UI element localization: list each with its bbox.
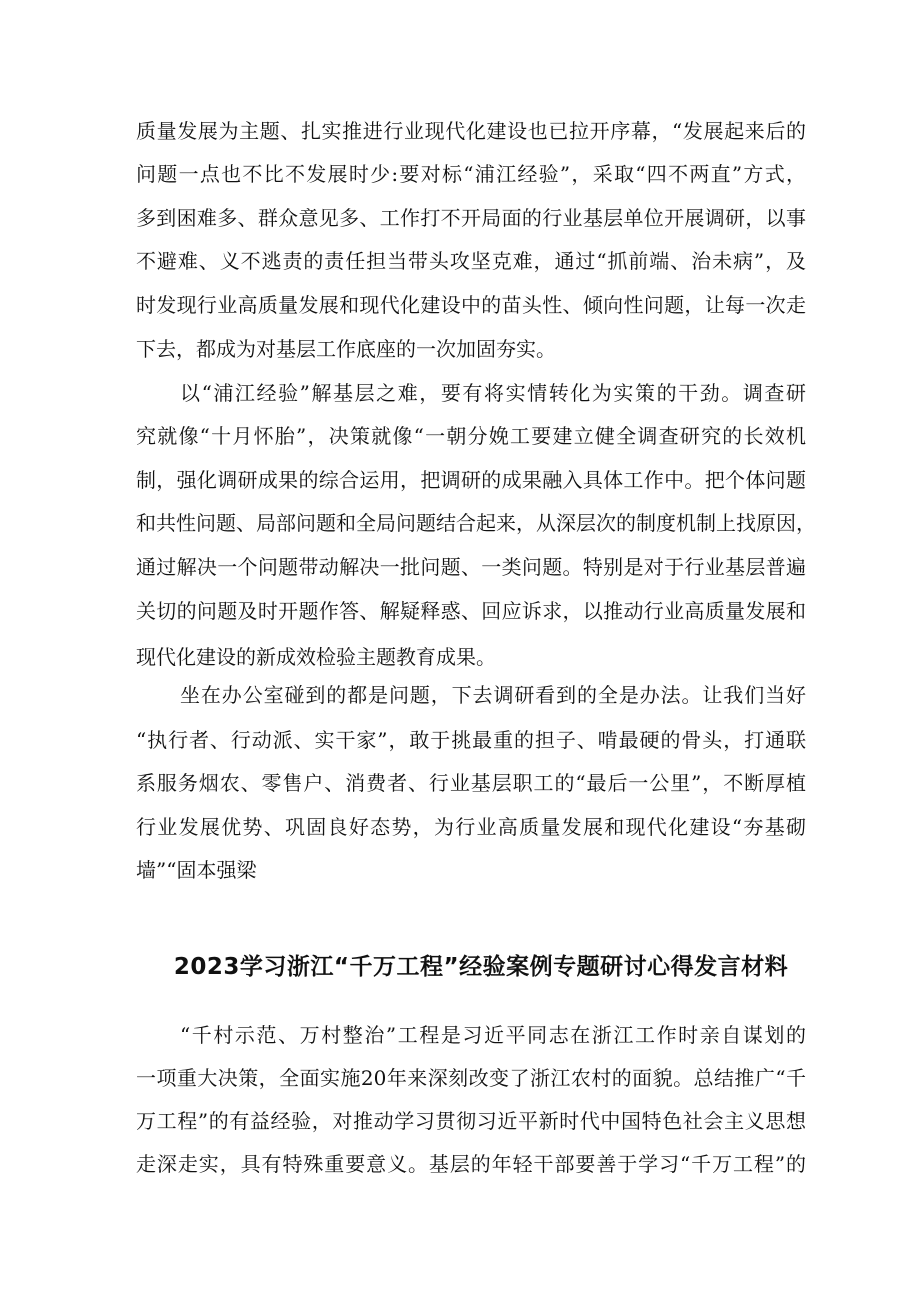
text-line: 多到困难多、群众意见多、工作打不开局面的行业基层单位开展调研，以事 [136,206,806,230]
text-line: 行业发展优势、巩固良好态势，为行业高质量发展和现代化建设“夯基砌 [136,815,806,839]
text-line: 万工程”的有益经验，对推动学习贯彻习近平新时代中国特色社会主义思想 [136,1109,806,1133]
text-line: 不避难、义不逃责的责任担当带头攻坚克难，通过“抓前端、治未病”，及 [136,249,806,273]
text-line: 通过解决一个问题带动解决一批问题、一类问题。特别是对于行业基层普遍 [136,555,806,579]
text-line: 系服务烟农、零售户、消费者、行业基层职工的“最后一公里”，不断厚植 [136,771,806,795]
text-line: 墙”“固本强梁 [136,858,257,882]
text-line: 制，强化调研成果的综合运用，把调研的成果融入具体工作中。把个体问题 [136,468,806,492]
text-line: 时发现行业高质量发展和现代化建设中的苗头性、倾向性问题，让每一次走 [136,293,806,317]
text-line: 和共性问题、局部问题和全局问题结合起来，从深层次的制度机制上找原因， [136,511,816,535]
text-line: 问题一点也不比不发展时少:要对标“浦江经验”，采取“四不两直”方式， [136,162,806,186]
text-line: “执行者、行动派、实干家”，敢于挑最重的担子、啃最硬的骨头，打通联 [136,728,806,752]
text-line: 现代化建设的新成效检验主题教育成果。 [136,645,496,669]
text-line: 关切的问题及时开题作答、解疑释惑、回应诉求，以推动行业高质量发展和 [136,599,806,623]
text-line: 下去，都成为对基层工作底座的一次加固夯实。 [136,337,556,361]
text-line: 走深走实，具有特殊重要意义。基层的年轻干部要善于学习“千万工程”的 [136,1152,806,1176]
text-line: “千村示范、万村整治”工程是习近平同志在浙江工作时亲自谋划的 [180,1023,806,1047]
section-title: 2023学习浙江“千万工程”经验案例专题研讨心得发言材料 [173,954,789,980]
text-line: 以“浦江经验”解基层之难，要有将实情转化为实策的干劲。调查研 [180,381,806,405]
text-line: 究就像“十月怀胎”，决策就像“一朝分娩工要建立健全调查研究的长效机 [136,424,806,448]
text-line: 一项重大决策，全面实施20年来深刻改变了浙江农村的面貌。总结推广“千 [136,1066,806,1090]
text-line: 质量发展为主题、扎实推进行业现代化建设也已拉开序幕，“发展起来后的 [136,119,806,143]
text-line: 坐在办公室碰到的都是问题，下去调研看到的全是办法。让我们当好 [180,683,806,707]
